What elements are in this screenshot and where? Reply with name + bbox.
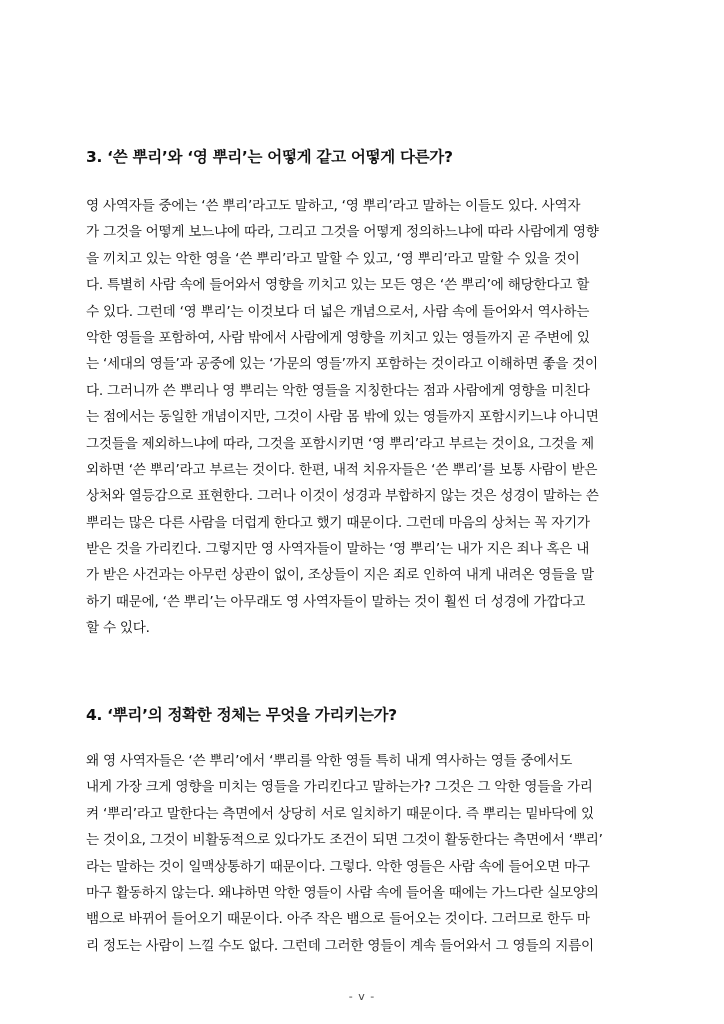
text-line: 수 있다. 그런데 ‘영 뿌리’는 이것보다 더 넓은 개념으로서, 사람 속에 들어와서 역사하는	[86, 303, 590, 320]
text-line: 는 ‘세대의 영들’과 공중에 있는 ‘가문의 영들’까지 포함하는 것이라고 이해하면 좋을 것이	[86, 356, 598, 373]
text-line: 영 사역자들 중에는 ‘쓴 뿌리’라고도 말하고, ‘영 뿌리’라고 말하는 이들도 있다. 사역자	[86, 198, 581, 214]
text-line: 하기 때문에, ‘쓴 뿌리’는 아무래도 영 사역자들이 말하는 것이 훨씬 더 성경에 가깝다고	[86, 593, 586, 610]
text-line: 라는 말하는 것이 일맥상통하기 때문이다. 그렇다. 악한 영들은 사람 속에 들어오면 마구	[86, 858, 590, 875]
text-line: 는 것이요, 그것이 비활동적으로 있다가도 조건이 되면 그것이 활동한다는 측면에서 ‘뿌리’	[86, 832, 603, 849]
section-4-heading: 4. ‘뿌리’의 정확한 정체는 무엇을 가리키는가?	[86, 706, 397, 724]
text-line: 을 끼치고 있는 악한 영을 ‘쓴 뿌리’라고 말할 수 있고, ‘영 뿌리’라고 말할 수 있을 것이	[86, 250, 580, 267]
text-line: 내게 가장 크게 영향을 미치는 영들을 가리킨다고 말하는가? 그것은 그 악한 영들을 가리	[86, 779, 593, 796]
text-line: 뱀으로 바뀌어 들어오기 때문이다. 아주 작은 뱀으로 들어오는 것이다. 그러므로 한두 마	[86, 911, 590, 928]
text-line: 켜 ‘뿌리’라고 말한다는 측면에서 상당히 서로 일치하기 때문이다. 즉 뿌리는 밑바닥에 있	[86, 805, 594, 822]
text-line: 는 점에서는 동일한 개념이지만, 그것이 사람 몸 밖에 있는 영들까지 포함시키느냐 아니면	[86, 409, 599, 426]
text-line: 받은 것을 가리킨다. 그렇지만 영 사역자들이 말하는 ‘영 뿌리’는 내가 지은 죄나 혹은 내	[86, 541, 590, 558]
text-line: 악한 영들을 포함하여, 사람 밖에서 사람에게 영향을 끼치고 있는 영들까지 곧 주변에 있	[86, 329, 590, 346]
text-line: 가 받은 사건과는 아무런 상관이 없이, 조상들이 지은 죄로 인하여 내게 내려온 영들을 말	[86, 567, 594, 584]
text-line: 왜 영 사역자들은 ‘쓴 뿌리’에서 ‘뿌리를 악한 영들 특히 내게 역사하는 영들 중에서도	[86, 753, 573, 769]
text-line: 다. 그러니까 쓴 뿌리나 영 뿌리는 악한 영들을 지칭한다는 점과 사람에게 영향을 미친다	[86, 382, 590, 399]
text-line: 상처와 열등감으로 표현한다. 그러나 이것이 성경과 부합하지 않는 것은 성경이 말하는 쓴	[86, 488, 599, 505]
text-line: 그것들을 제외하느냐에 따라, 그것을 포함시키면 ‘영 뿌리’라고 부르는 것이요, 그것을 제	[86, 435, 594, 452]
text-line: 가 그것을 어떻게 보느냐에 따라, 그리고 그것을 어떻게 정의하느냐에 따라 사람에게 영향	[86, 224, 599, 241]
text-line: 리 정도는 사람이 느낄 수도 없다. 그런데 그러한 영들이 계속 들어와서 그 영들의 지름이	[86, 937, 594, 954]
section-4-paragraph	[86, 748, 638, 959]
text-line: 뿌리는 많은 다른 사람을 더럽게 한다고 했기 때문이다. 그런데 마음의 상처는 꼭 자기가	[86, 514, 590, 531]
text-line: 할 수 있다.	[86, 620, 150, 637]
section-3-paragraph	[86, 193, 638, 642]
text-line: 외하면 ‘쓴 뿌리’라고 부르는 것이다. 한편, 내적 치유자들은 ‘쓴 뿌리’를 보통 사람이 받은	[86, 461, 598, 478]
section-3-heading: 3. ‘쓴 뿌리’와 ‘영 뿌리’는 어떻게 같고 어떻게 다른가?	[86, 148, 453, 166]
page-number: - v -	[348, 990, 376, 1003]
text-line: 다. 특별히 사람 속에 들어와서 영향을 끼치고 있는 모든 영은 ‘쓴 뿌리’에 해당한다고 할	[86, 277, 590, 294]
text-line: 마구 활동하지 않는다. 왜냐하면 악한 영들이 사람 속에 들어올 때에는 가느다란 실모양의	[86, 884, 599, 901]
